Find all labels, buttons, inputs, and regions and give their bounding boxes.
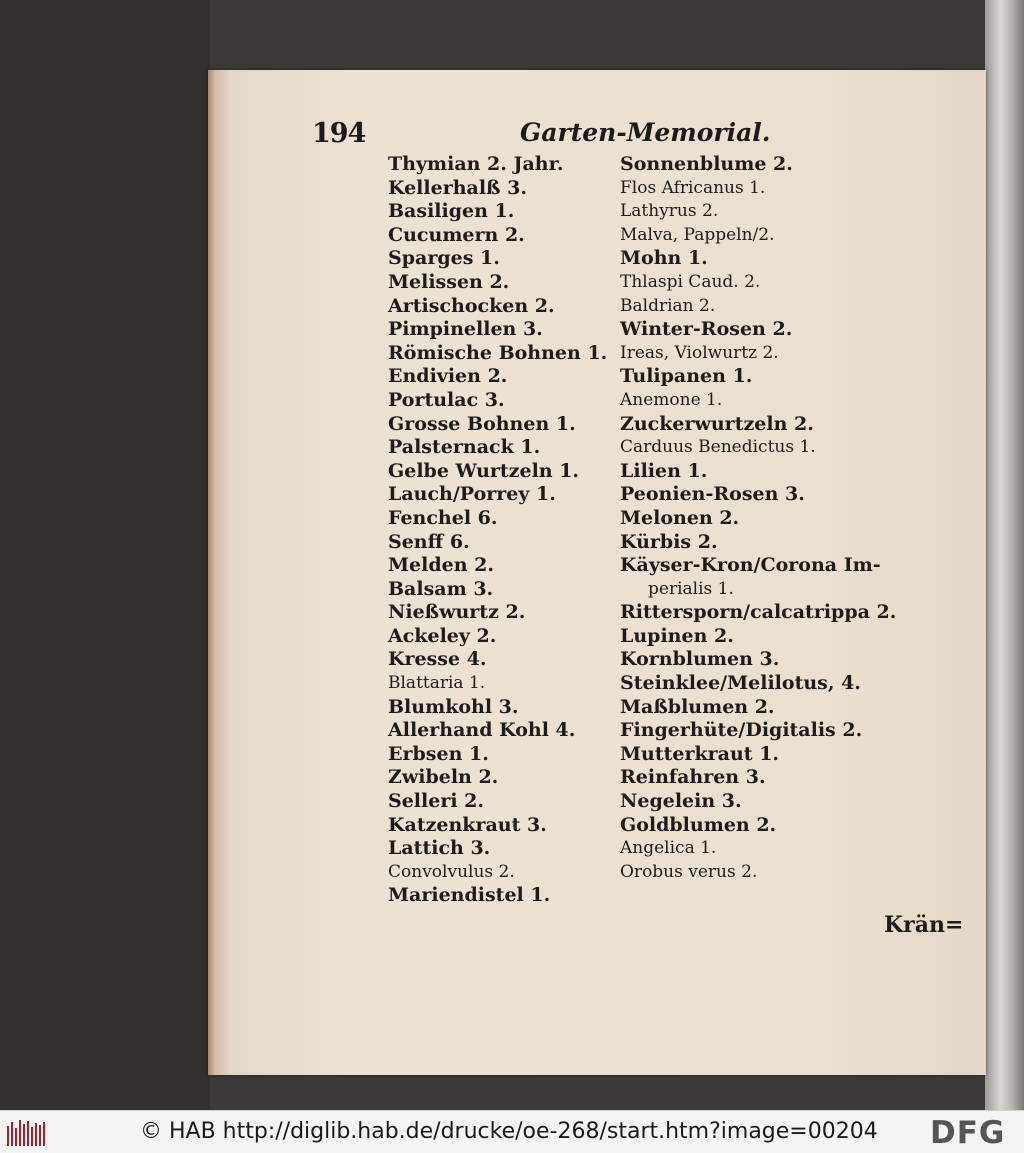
scan-background	[0, 0, 210, 1110]
adjacent-page-edge	[985, 0, 1024, 1110]
list-item: Endivien 2.	[388, 365, 508, 388]
list-item: Pimpinellen 3.	[388, 318, 543, 341]
left-plant-list	[388, 153, 608, 908]
list-item: Fingerhüte/Digitalis 2.	[620, 719, 863, 742]
list-item: Orobus verus 2.	[620, 861, 758, 882]
list-item: Senff 6.	[388, 530, 470, 553]
list-item: Balsam 3.	[388, 577, 494, 600]
list-item: Convolvulus 2.	[388, 861, 515, 882]
list-item: Lathyrus 2.	[620, 201, 719, 222]
list-item: Zwibeln 2.	[388, 766, 499, 789]
list-item: Grosse Bohnen 1.	[388, 412, 576, 435]
list-item: Angelica 1.	[620, 838, 717, 859]
list-item: Cucumern 2.	[388, 223, 525, 246]
list-item: Thlaspi Caud. 2.	[620, 271, 761, 292]
list-item: Zuckerwurtzeln 2.	[620, 412, 814, 435]
list-item: Sonnenblume 2.	[620, 153, 793, 175]
list-item: Erbsen 1.	[388, 742, 489, 765]
list-item: Lupinen 2.	[620, 624, 734, 647]
list-item: Negelein 3.	[620, 790, 742, 813]
list-item: Gelbe Wurtzeln 1.	[388, 459, 580, 482]
viewer-footer	[0, 1110, 1024, 1153]
list-item: Baldrian 2.	[620, 295, 716, 316]
list-item: perialis 1.	[648, 578, 734, 599]
catchword: Krän=	[884, 912, 964, 938]
list-item: Katzenkraut 3.	[388, 813, 547, 836]
list-item: Lilien 1.	[620, 459, 708, 482]
list-item: Käyser-Kron/Corona Im-	[620, 554, 881, 577]
list-item: Portulac 3.	[388, 388, 505, 411]
list-item: Allerhand Kohl 4.	[388, 719, 576, 742]
page-header	[312, 118, 952, 152]
list-item: Kellerhalß 3.	[388, 176, 527, 199]
list-item: Artischocken 2.	[388, 294, 555, 317]
hab-logo-icon	[6, 1118, 46, 1148]
list-item: Winter-Rosen 2.	[620, 318, 793, 341]
list-item: Nießwurtz 2.	[388, 601, 526, 624]
list-item: Kresse 4.	[388, 648, 487, 671]
right-plant-list	[620, 153, 897, 884]
dfg-logo: DFG	[930, 1115, 1006, 1151]
list-item: Malva, Pappeln/2.	[620, 224, 775, 245]
list-item: Basiligen 1.	[388, 200, 515, 223]
list-item: Kornblumen 3.	[620, 648, 780, 671]
list-item: Steinklee/Melilotus, 4.	[620, 672, 861, 695]
list-item: Blattaria 1.	[388, 673, 486, 694]
list-item: Römische Bohnen 1.	[388, 341, 608, 364]
list-item: Mohn 1.	[620, 247, 708, 270]
list-item: Reinfahren 3.	[620, 766, 766, 789]
list-item: Maßblumen 2.	[620, 695, 775, 718]
list-item: Palsternack 1.	[388, 436, 541, 459]
list-item: Kürbis 2.	[620, 530, 718, 553]
page-number: 194	[312, 118, 366, 149]
list-item: Goldblumen 2.	[620, 813, 777, 836]
list-item: Melissen 2.	[388, 270, 510, 293]
list-item: Lattich 3.	[388, 837, 491, 860]
list-item: Tulipanen 1.	[620, 365, 753, 388]
list-item: Ireas, Violwurtz 2.	[620, 342, 779, 363]
list-item: Carduus Benedictus 1.	[620, 437, 816, 458]
list-item: Thymian 2. Jahr.	[388, 153, 564, 175]
list-item: Blumkohl 3.	[388, 695, 519, 718]
list-item: Peonien-Rosen 3.	[620, 483, 805, 506]
list-item: Fenchel 6.	[388, 506, 498, 529]
page-gutter	[208, 70, 216, 1075]
list-item: Anemone 1.	[620, 389, 723, 410]
list-item: Lauch/Porrey 1.	[388, 483, 556, 506]
list-item: Melonen 2.	[620, 506, 740, 529]
list-item: Rittersporn/calcatrippa 2.	[620, 601, 897, 624]
list-item: Selleri 2.	[388, 790, 485, 813]
running-title: Garten-Memorial.	[520, 118, 771, 147]
list-item: Mariendistel 1.	[388, 884, 551, 907]
list-item: Melden 2.	[388, 554, 494, 577]
list-item: Flos Africanus 1.	[620, 177, 766, 198]
list-item: Ackeley 2.	[388, 624, 497, 647]
copyright-link[interactable]: © HAB http://diglib.hab.de/drucke/oe-268/start.htm?image=00204	[140, 1119, 878, 1144]
list-item: Sparges 1.	[388, 247, 500, 270]
list-item: Mutterkraut 1.	[620, 742, 780, 765]
